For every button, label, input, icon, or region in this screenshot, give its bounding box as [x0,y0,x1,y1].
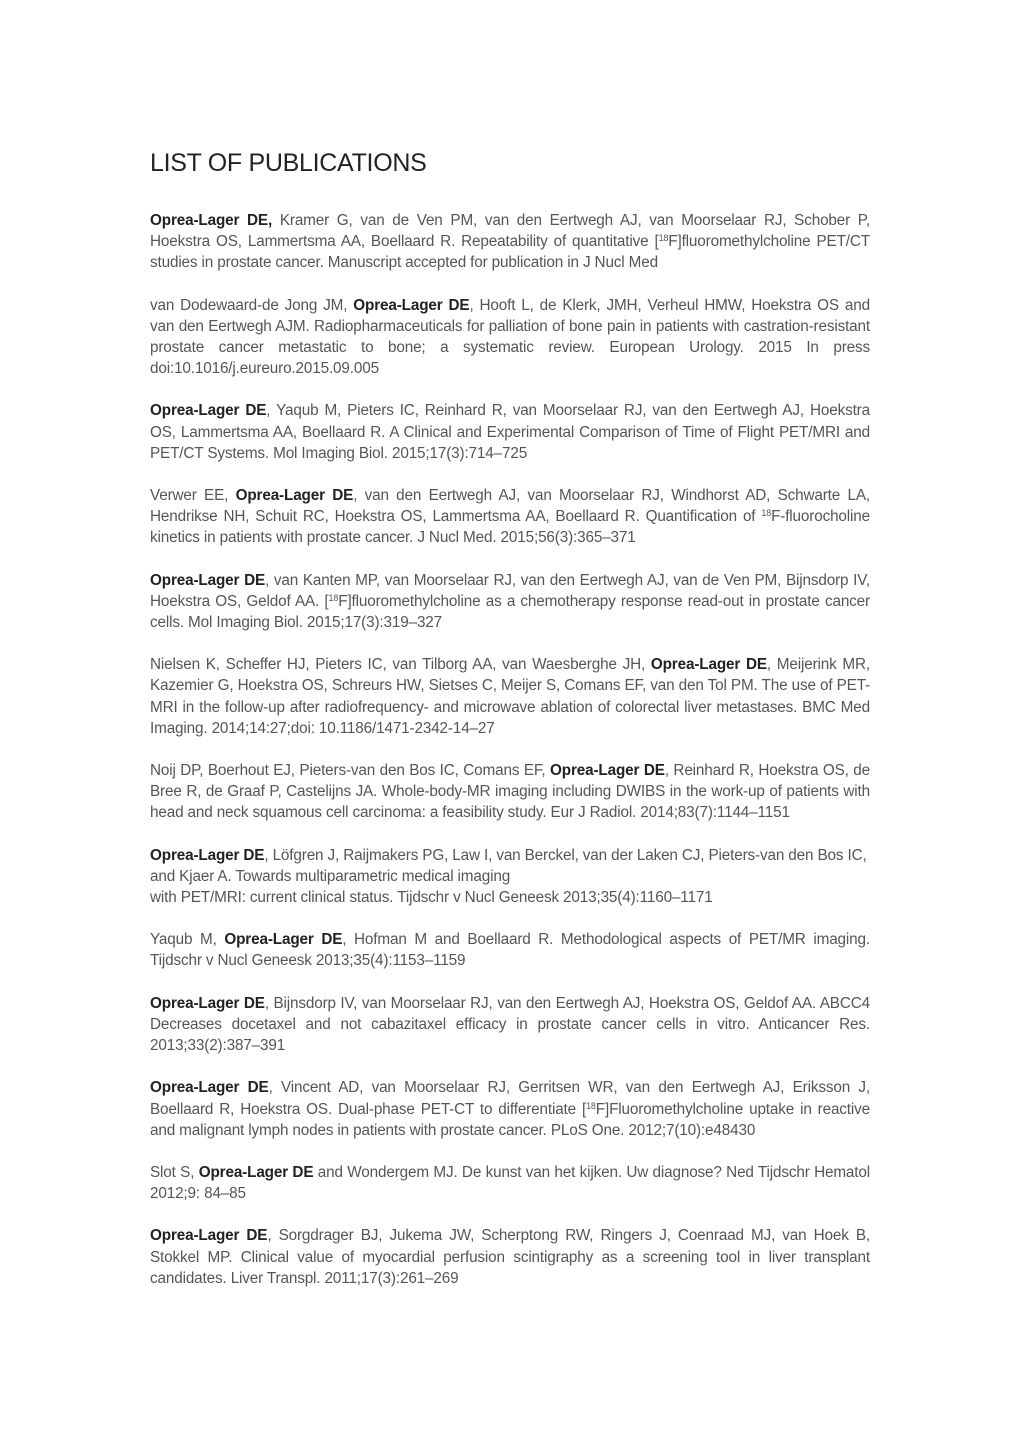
citation-text: , Hooft L, de Klerk, JMH, Verheul HMW, Hoekstra OS and van den Eertwegh AJM. Radiopharmaceuticals for palliation of bone pain in patients with castration-resistant prostate cancer metastatic to bone; a systematic review. European Urology. 2015 In press doi:10.1016/j.eureuro.2015.09.005 [150,296,870,378]
citation-text: Kramer G, van de Ven PM, van den Eertwegh AJ, van Moorselaar RJ, Schober P, Hoekstra OS, Lammertsma AA, Boellaard R. Repeatability of quantitative [ [150,212,870,251]
publication-entry [150,654,870,739]
citation-text: , Löfgren J, Raijmakers PG, Law I, van Berckel, van der Laken CJ, Pieters-van den Bos IC, and Kjaer A. Towards multiparametric medical imaging [150,846,867,885]
highlighted-author: Oprea-Lager DE [150,846,265,864]
publication-entry [150,1077,870,1141]
publication-entry [150,1225,870,1289]
isotope-superscript: 18 [761,508,772,519]
citation-text: Verwer EE, [150,487,236,505]
document-page [150,146,870,1310]
citation-text: F-fluorocholine kinetics in patients with prostate cancer. J Nucl Med. 2015;56(3):365–371 [150,508,870,547]
highlighted-author: Oprea-Lager DE [353,296,470,314]
citation-text: with PET/MRI: current clinical status. Tijdschr v Nucl Geneesk 2013;35(4):1160–1171 [150,889,713,907]
publication-entry [150,929,870,971]
citation-text: and Wondergem MJ. De kunst van het kijken. Uw diagnose? Ned Tijdschr Hematol 2012;9: 84–85 [150,1163,870,1203]
isotope-superscript: 18 [658,233,669,244]
highlighted-author: Oprea-Lager DE [235,487,354,505]
highlighted-author: Oprea-Lager DE [150,1079,269,1097]
publication-entry [150,400,870,464]
publication-entry [150,993,870,1057]
publication-entry [150,210,870,274]
citation-text: F]fluoromethylcholine as a chemotherapy response read-out in prostate cancer cells. Mol Imaging Biol. 2015;17(3):319–327 [150,592,870,632]
citation-text: Nielsen K, Scheffer HJ, Pieters IC, van Tilborg AA, van Waesberghe JH, [150,656,651,674]
highlighted-author: Oprea-Lager DE [550,762,665,780]
page-title: LIST OF PUBLICATIONS [150,149,427,177]
citation-text: , van Kanten MP, van Moorselaar RJ, van den Eertwegh AJ, van de Ven PM, Bijnsdorp IV, Hoekstra OS, Geldof AA. [ [150,571,870,610]
highlighted-author: Oprea-Lager DE [150,1227,268,1245]
highlighted-author: Oprea-Lager DE [150,994,265,1012]
publication-entry [150,1162,870,1204]
publication-entry [150,760,870,824]
citation-text: , Yaqub M, Pieters IC, Reinhard R, van Moorselaar RJ, van den Eertwegh AJ, Hoekstra OS, Lammertsma AA, Boellaard R. A Clinical and Experimental Comparison of Time of Flight PET/MRI and PET/CT Systems. Mol Imaging Biol. 2015;17(3):714–725 [150,402,870,462]
citation-text: van Dodewaard-de Jong JM, [150,296,354,314]
publication-entry [150,295,870,380]
publication-entry [150,485,870,549]
highlighted-author: Oprea-Lager DE [150,402,267,420]
isotope-superscript: 18 [328,592,339,603]
highlighted-author: Oprea-Lager DE, [150,212,273,229]
citation-text: Noij DP, Boerhout EJ, Pieters-van den Bos IC, Comans EF, [150,762,551,780]
highlighted-author: Oprea-Lager DE [224,931,343,949]
highlighted-author: Oprea-Lager DE [150,571,266,589]
citation-text: Yaqub M, [150,931,225,949]
citation-text: , Meijerink MR, Kazemier G, Hoekstra OS, Schreurs HW, Sietses C, Meijer S, Comans EF, van den Tol PM. The use of PET-MRI in the follow-up after radiofrequency- and microwave ablation of colorectal liver metastases. BMC Med Imaging. 2014;14:27;doi: 10.1186/1471-2342-14–27 [150,656,870,737]
publication-entry [150,570,870,634]
citation-text: , Reinhard R, Hoekstra OS, de Bree R, de Graaf P, Castelijns JA. Whole-body-MR imaging including DWIBS in the work-up of patients with head and neck squamous cell carcinoma: a feasibility study. Eur J Radiol. 2014;83(7):1144–1151 [150,762,870,822]
citation-text: F]fluoromethylcholine PET/CT studies in prostate cancer. Manuscript accepted for publication in J Nucl Med [150,233,870,272]
citation-text: , Bijnsdorp IV, van Moorselaar RJ, van den Eertwegh AJ, Hoekstra OS, Geldof AA. ABCC4 Decreases docetaxel and not cabazitaxel efficacy in prostate cancer cells in vitro. Anticancer Res. 2013;33(2):387–391 [150,994,870,1055]
highlighted-author: Oprea-Lager DE [198,1163,314,1181]
citation-text: , Hofman M and Boellaard R. Methodological aspects of PET/MR imaging. Tijdschr v Nucl Geneesk 2013;35(4):1153–1159 [150,931,870,970]
citation-text: , Vincent AD, van Moorselaar RJ, Gerritsen WR, van den Eertwegh AJ, Eriksson J, Boellaard R, Hoekstra OS. Dual-phase PET-CT to differentiate [ [150,1079,870,1118]
citation-text: F]Fluoromethylcholine uptake in reactive and malignant lymph nodes in patients with prostate cancer. PLoS One. 2012;7(10):e48430 [150,1100,870,1139]
citation-text: Slot S, [150,1163,199,1181]
highlighted-author: Oprea-Lager DE [650,656,767,674]
isotope-superscript: 18 [586,1100,596,1111]
citation-text: , Sorgdrager BJ, Jukema JW, Scherptong RW, Ringers J, Coenraad MJ, van Hoek B, Stokkel MP. Clinical value of myocardial perfusion scintigraphy as a screening tool in liver transplant candidates. Liver Transpl. 2011;17(3):261–269 [150,1227,870,1287]
citation-text: , van den Eertwegh AJ, van Moorselaar RJ, Windhorst AD, Schwarte LA, Hendrikse NH, Schuit RC, Hoekstra OS, Lammertsma AA, Boellaard R. Quantification of [150,487,870,526]
publication-entry [150,845,870,909]
